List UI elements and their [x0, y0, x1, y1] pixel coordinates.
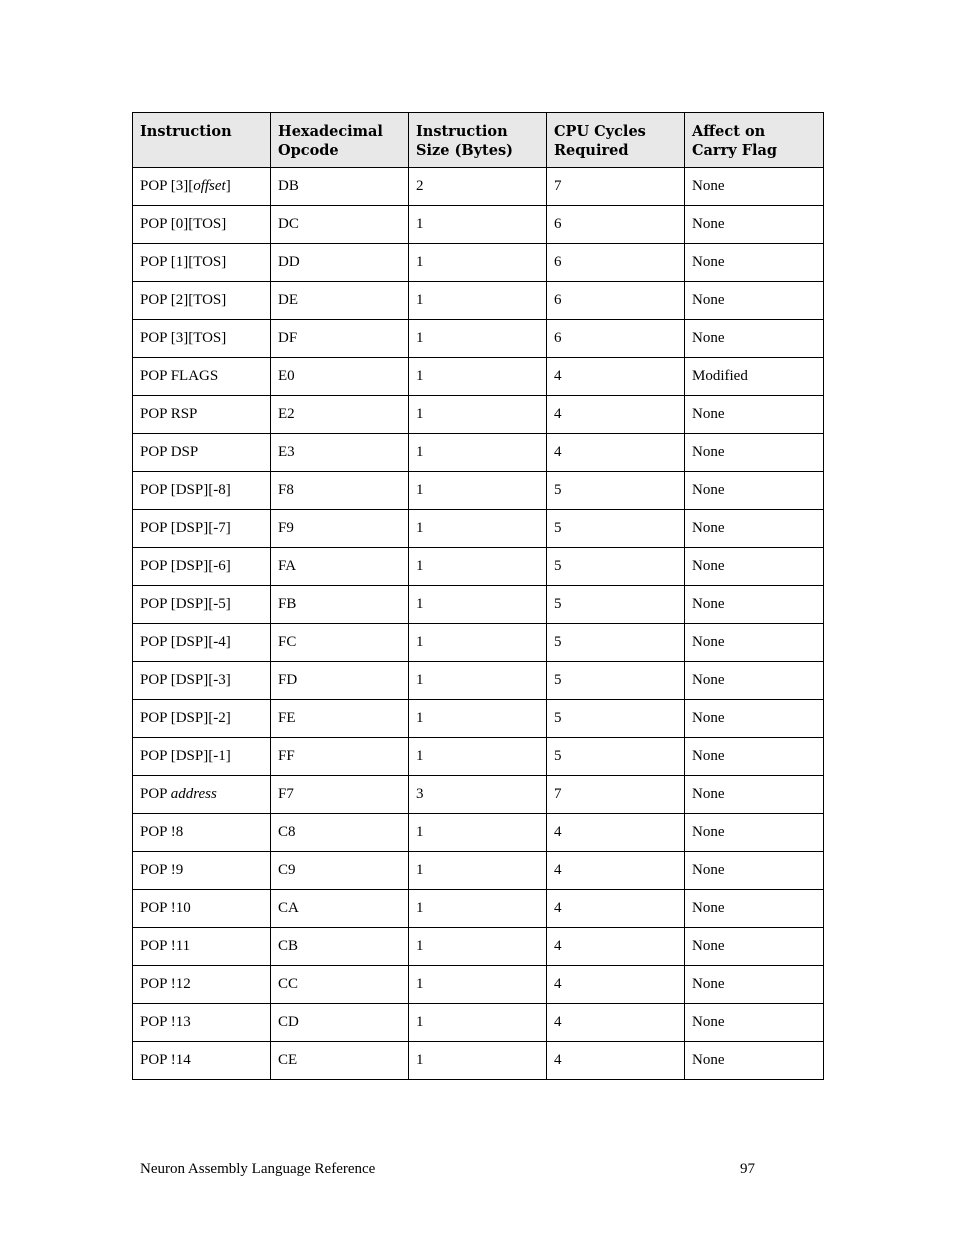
cell-cycles: 4 [547, 852, 685, 890]
table-row [133, 320, 824, 358]
cell-size: 1 [409, 966, 547, 1004]
header-instruction-size: Instruction Size (Bytes) [409, 113, 547, 168]
instruction-text: POP [3][TOS] [140, 330, 227, 346]
table-row [133, 244, 824, 282]
cell-carry-flag: Modified [685, 358, 824, 396]
cell-carry-flag: None [685, 586, 824, 624]
cell-carry-flag: None [685, 206, 824, 244]
cell-carry-flag: None [685, 434, 824, 472]
table-row [133, 1004, 824, 1042]
table-row [133, 928, 824, 966]
cell-cycles: 5 [547, 624, 685, 662]
cell-carry-flag: None [685, 776, 824, 814]
cell-carry-flag: None [685, 624, 824, 662]
header-hex-opcode: Hexadecimal Opcode [271, 113, 409, 168]
cell-cycles: 4 [547, 358, 685, 396]
instruction-text: POP [DSP][-6] [140, 558, 231, 574]
instruction-text: POP [DSP][-7] [140, 520, 231, 536]
cell-carry-flag: None [685, 282, 824, 320]
cell-instruction [133, 396, 271, 434]
cell-instruction [133, 244, 271, 282]
cell-cycles: 5 [547, 700, 685, 738]
header-cpu-cycles: CPU Cycles Required [547, 113, 685, 168]
instruction-text: POP FLAGS [140, 368, 219, 384]
cell-size: 1 [409, 358, 547, 396]
cell-instruction [133, 206, 271, 244]
table-row [133, 358, 824, 396]
cell-opcode: CC [271, 966, 409, 1004]
table-row [133, 814, 824, 852]
cell-instruction [133, 586, 271, 624]
cell-instruction [133, 1004, 271, 1042]
cell-size: 1 [409, 586, 547, 624]
cell-carry-flag: None [685, 1004, 824, 1042]
cell-cycles: 4 [547, 966, 685, 1004]
cell-instruction [133, 662, 271, 700]
cell-carry-flag: None [685, 244, 824, 282]
cell-instruction [133, 814, 271, 852]
cell-opcode: FA [271, 548, 409, 586]
cell-carry-flag: None [685, 472, 824, 510]
cell-opcode: F8 [271, 472, 409, 510]
cell-cycles: 5 [547, 738, 685, 776]
cell-size: 1 [409, 624, 547, 662]
cell-instruction [133, 510, 271, 548]
cell-cycles: 5 [547, 548, 685, 586]
cell-size: 1 [409, 852, 547, 890]
table-row [133, 548, 824, 586]
table-row [133, 396, 824, 434]
table-header-row [133, 113, 824, 168]
cell-carry-flag: None [685, 966, 824, 1004]
table-row [133, 890, 824, 928]
cell-opcode: FC [271, 624, 409, 662]
cell-size: 1 [409, 928, 547, 966]
cell-instruction [133, 282, 271, 320]
table-row [133, 852, 824, 890]
cell-carry-flag: None [685, 890, 824, 928]
cell-cycles: 7 [547, 776, 685, 814]
cell-instruction [133, 434, 271, 472]
cell-instruction [133, 852, 271, 890]
table-row [133, 168, 824, 206]
cell-carry-flag: None [685, 814, 824, 852]
cell-opcode: C8 [271, 814, 409, 852]
cell-cycles: 4 [547, 928, 685, 966]
cell-carry-flag: None [685, 510, 824, 548]
cell-cycles: 5 [547, 586, 685, 624]
table-row [133, 472, 824, 510]
table-row [133, 776, 824, 814]
instruction-operand: offset [193, 178, 226, 194]
cell-cycles: 6 [547, 206, 685, 244]
table-row [133, 206, 824, 244]
cell-size: 1 [409, 890, 547, 928]
cell-size: 1 [409, 434, 547, 472]
cell-cycles: 6 [547, 244, 685, 282]
cell-size: 2 [409, 168, 547, 206]
instruction-text: POP [1][TOS] [140, 254, 227, 270]
instruction-text: POP !9 [140, 862, 184, 878]
cell-instruction [133, 738, 271, 776]
cell-opcode: E0 [271, 358, 409, 396]
instruction-text: POP !11 [140, 938, 191, 954]
cell-size: 1 [409, 548, 547, 586]
cell-carry-flag: None [685, 662, 824, 700]
cell-instruction [133, 700, 271, 738]
cell-instruction [133, 776, 271, 814]
cell-opcode: DB [271, 168, 409, 206]
cell-instruction [133, 966, 271, 1004]
cell-opcode: E2 [271, 396, 409, 434]
table-row [133, 738, 824, 776]
cell-instruction [133, 548, 271, 586]
cell-cycles: 5 [547, 472, 685, 510]
cell-cycles: 6 [547, 282, 685, 320]
cell-size: 1 [409, 320, 547, 358]
instruction-text: POP DSP [140, 444, 199, 460]
cell-cycles: 4 [547, 434, 685, 472]
cell-cycles: 4 [547, 1042, 685, 1080]
cell-opcode: FB [271, 586, 409, 624]
cell-size: 1 [409, 244, 547, 282]
cell-opcode: CE [271, 1042, 409, 1080]
cell-size: 1 [409, 700, 547, 738]
instruction-text: POP !10 [140, 900, 191, 916]
cell-opcode: E3 [271, 434, 409, 472]
cell-size: 1 [409, 1042, 547, 1080]
table-row [133, 510, 824, 548]
cell-opcode: CD [271, 1004, 409, 1042]
instruction-text: POP !14 [140, 1052, 191, 1068]
table-row [133, 282, 824, 320]
cell-cycles: 4 [547, 814, 685, 852]
instruction-text: POP [DSP][-3] [140, 672, 231, 688]
cell-opcode: DC [271, 206, 409, 244]
cell-carry-flag: None [685, 396, 824, 434]
instruction-suffix: ] [225, 178, 231, 194]
instruction-text: POP [DSP][-1] [140, 748, 231, 764]
cell-carry-flag: None [685, 852, 824, 890]
cell-carry-flag: None [685, 320, 824, 358]
table-row [133, 434, 824, 472]
cell-opcode: DD [271, 244, 409, 282]
cell-size: 1 [409, 396, 547, 434]
table-row [133, 662, 824, 700]
instruction-text: POP [140, 786, 171, 802]
cell-carry-flag: None [685, 928, 824, 966]
table-row [133, 624, 824, 662]
cell-instruction [133, 472, 271, 510]
cell-instruction [133, 890, 271, 928]
cell-opcode: FE [271, 700, 409, 738]
cell-size: 1 [409, 282, 547, 320]
cell-size: 1 [409, 814, 547, 852]
instruction-operand: address [170, 786, 217, 802]
instruction-text: POP !13 [140, 1014, 191, 1030]
table-row [133, 586, 824, 624]
cell-opcode: CB [271, 928, 409, 966]
cell-carry-flag: None [685, 738, 824, 776]
cell-cycles: 4 [547, 1004, 685, 1042]
cell-size: 1 [409, 472, 547, 510]
cell-opcode: DF [271, 320, 409, 358]
instruction-text: POP [DSP][-5] [140, 596, 231, 612]
cell-opcode: C9 [271, 852, 409, 890]
cell-carry-flag: None [685, 168, 824, 206]
cell-size: 1 [409, 510, 547, 548]
cell-cycles: 4 [547, 890, 685, 928]
footer-title: Neuron Assembly Language Reference [140, 1161, 376, 1177]
cell-size: 3 [409, 776, 547, 814]
table-row [133, 1042, 824, 1080]
opcode-table [132, 112, 824, 1080]
cell-carry-flag: None [685, 548, 824, 586]
cell-instruction [133, 1042, 271, 1080]
instruction-text: POP [2][TOS] [140, 292, 227, 308]
cell-instruction [133, 358, 271, 396]
table-row [133, 966, 824, 1004]
cell-opcode: FF [271, 738, 409, 776]
cell-instruction [133, 168, 271, 206]
cell-cycles: 4 [547, 396, 685, 434]
cell-size: 1 [409, 662, 547, 700]
header-carry-flag: Affect on Carry Flag [685, 113, 824, 168]
cell-opcode: CA [271, 890, 409, 928]
cell-cycles: 7 [547, 168, 685, 206]
cell-size: 1 [409, 738, 547, 776]
cell-carry-flag: None [685, 1042, 824, 1080]
cell-cycles: 6 [547, 320, 685, 358]
cell-size: 1 [409, 1004, 547, 1042]
cell-cycles: 5 [547, 662, 685, 700]
cell-carry-flag: None [685, 700, 824, 738]
instruction-text: POP [3][ [140, 178, 194, 194]
instruction-text: POP RSP [140, 406, 198, 422]
instruction-text: POP !8 [140, 824, 184, 840]
cell-size: 1 [409, 206, 547, 244]
cell-opcode: FD [271, 662, 409, 700]
cell-opcode: F9 [271, 510, 409, 548]
instruction-text: POP [DSP][-4] [140, 634, 231, 650]
cell-instruction [133, 624, 271, 662]
cell-opcode: DE [271, 282, 409, 320]
instruction-text: POP [0][TOS] [140, 216, 227, 232]
page-number: 97 [740, 1161, 755, 1177]
table-row [133, 700, 824, 738]
cell-cycles: 5 [547, 510, 685, 548]
instruction-text: POP !12 [140, 976, 191, 992]
cell-instruction [133, 320, 271, 358]
cell-opcode: F7 [271, 776, 409, 814]
instruction-text: POP [DSP][-8] [140, 482, 231, 498]
header-instruction: Instruction [133, 113, 271, 168]
instruction-text: POP [DSP][-2] [140, 710, 231, 726]
cell-instruction [133, 928, 271, 966]
